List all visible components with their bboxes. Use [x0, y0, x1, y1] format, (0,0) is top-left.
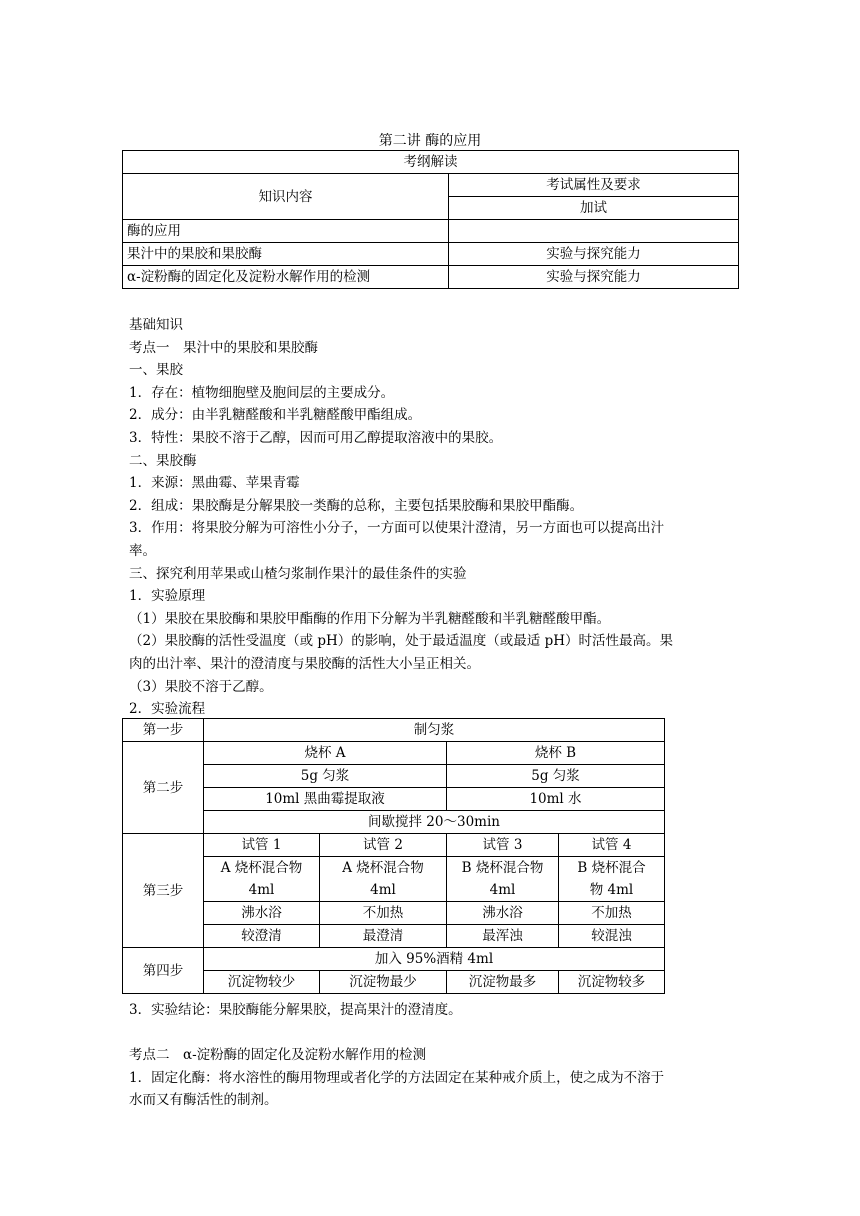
row-req: 实验与探究能力 [449, 266, 739, 289]
table-row [123, 220, 739, 243]
mixture-line: B 烧杯混合 [577, 860, 646, 876]
tube-clarity: 最澄清 [320, 925, 447, 948]
slurry-b: 5g 匀浆 [447, 765, 665, 788]
tube-heat: 不加热 [320, 902, 447, 925]
mixture-line: 4ml [370, 882, 396, 898]
tube-heat: 沸水浴 [204, 902, 320, 925]
mixture-line: A 烧杯混合物 [220, 860, 303, 876]
text-line: 2．成分：由半乳糖醛酸和半乳糖醛酸甲酯组成。 [129, 407, 422, 424]
tube-heat: 不加热 [559, 902, 665, 925]
text-line: 考点二 α-淀粉酶的固定化及淀粉水解作用的检测 [129, 1047, 427, 1063]
tube-heat: 沸水浴 [447, 902, 559, 925]
tube-label: 试管 2 [320, 834, 447, 857]
tube-clarity: 最浑浊 [447, 925, 559, 948]
text-line: 3．作用：将果胶分解为可溶性小分子，一方面可以使果汁澄清，另一方面也可以提高出汁 [129, 520, 665, 537]
text-line: 率。 [129, 542, 156, 559]
step2-label: 第二步 [123, 742, 204, 834]
col-content-header: 知识内容 [123, 174, 449, 220]
section2-text [129, 1044, 739, 1112]
tube-mixture [559, 857, 665, 902]
text-line: 2．组成：果胶酶是分解果胶一类酶的总称，主要包括果胶酶和果胶甲酯酶。 [129, 497, 584, 514]
text-line: 基础知识 [129, 317, 183, 333]
text-line: 1．固定化酶：将水溶性的酶用物理或者化学的方法固定在某种戒介质上，使之成为不溶于 [129, 1069, 665, 1086]
table-row [123, 266, 739, 289]
row-content: α-淀粉酶的固定化及淀粉水解作用的检测 [123, 266, 449, 289]
beaker-b: 烧杯 B [447, 742, 665, 765]
text-line: 1．实验原理 [129, 588, 206, 605]
step4-label: 第四步 [123, 948, 204, 994]
text-line: 1．来源：黑曲霉、苹果青霉 [129, 475, 300, 492]
text-line: 一、果胶 [129, 362, 183, 379]
add-b: 10ml 水 [447, 788, 665, 811]
table-row [123, 243, 739, 266]
text-line: 水而又有酶活性的制剂。 [129, 1092, 278, 1109]
text-line: 3．特性：果胶不溶于乙醇，因而可用乙醇提取溶液中的果胶。 [129, 429, 503, 446]
page-title: 第二讲 酶的应用 [378, 133, 482, 149]
mixture-line: 4ml [248, 882, 275, 898]
tube-clarity: 较澄清 [204, 925, 320, 948]
tube-mixture [204, 857, 320, 902]
tube-mixture [447, 857, 559, 902]
step1-label: 第一步 [123, 719, 204, 742]
mixture-line: 4ml [489, 882, 516, 898]
section1-text [129, 314, 739, 721]
tube-precipitate: 沉淀物最少 [320, 971, 447, 994]
tube-mixture [320, 857, 447, 902]
text-line: （2）果胶酶的活性受温度（或 pH）的影响，处于最适温度（或最适 pH）时活性最高。果 [129, 633, 674, 650]
row-req: 实验与探究能力 [449, 243, 739, 266]
text-line: 3．实验结论：果胶酶能分解果胶，提高果汁的澄清度。 [129, 1002, 462, 1018]
mixture-line: B 烧杯混合物 [461, 860, 544, 876]
text-line: 肉的出汁率、果汁的澄清度与果胶酶的活性大小呈正相关。 [129, 655, 480, 672]
tube-precipitate: 沉淀物最多 [447, 971, 559, 994]
slurry-a: 5g 匀浆 [204, 765, 447, 788]
col-attr-header: 考试属性及要求 [449, 174, 739, 197]
text-line: 二、果胶酶 [129, 452, 197, 469]
row-req [449, 220, 739, 243]
syllabus-header: 考纲解读 [123, 151, 739, 174]
syllabus-table [122, 150, 739, 289]
tube-precipitate: 沉淀物较少 [204, 971, 320, 994]
step3-label: 第三步 [123, 834, 204, 948]
col-sub-header: 加试 [449, 197, 739, 220]
row-content: 果汁中的果胶和果胶酶 [123, 243, 449, 266]
conclusion-text [129, 999, 739, 1022]
row-content: 酶的应用 [123, 220, 449, 243]
tube-precipitate: 沉淀物较多 [559, 971, 665, 994]
text-line: 三、探究利用苹果或山楂匀浆制作果汁的最佳条件的实验 [129, 565, 467, 582]
text-line: （3）果胶不溶于乙醇。 [129, 678, 273, 695]
mixture-line: A 烧杯混合物 [342, 860, 424, 876]
flow-table [122, 718, 665, 994]
add-a: 10ml 黑曲霉提取液 [204, 788, 447, 811]
text-line: 1．存在：植物细胞壁及胞间层的主要成分。 [129, 384, 395, 401]
tube-clarity: 较混浊 [559, 925, 665, 948]
step1-content: 制匀浆 [204, 719, 665, 742]
mixture-line: 物 4ml [589, 882, 634, 898]
tube-label: 试管 3 [447, 834, 559, 857]
text-line: 2．实验流程 [129, 701, 206, 718]
beaker-a: 烧杯 A [204, 742, 447, 765]
stir-note: 间歇搅拌 20～30min [204, 811, 665, 834]
text-line: （1）果胶在果胶酶和果胶甲酯酶的作用下分解为半乳糖醛酸和半乳糖醛酸甲酯。 [129, 610, 611, 627]
tube-label: 试管 1 [204, 834, 320, 857]
text-line: 考点一 果汁中的果胶和果胶酶 [129, 339, 318, 356]
alcohol-note: 加入 95%酒精 4ml [204, 948, 665, 971]
tube-label: 试管 4 [559, 834, 665, 857]
